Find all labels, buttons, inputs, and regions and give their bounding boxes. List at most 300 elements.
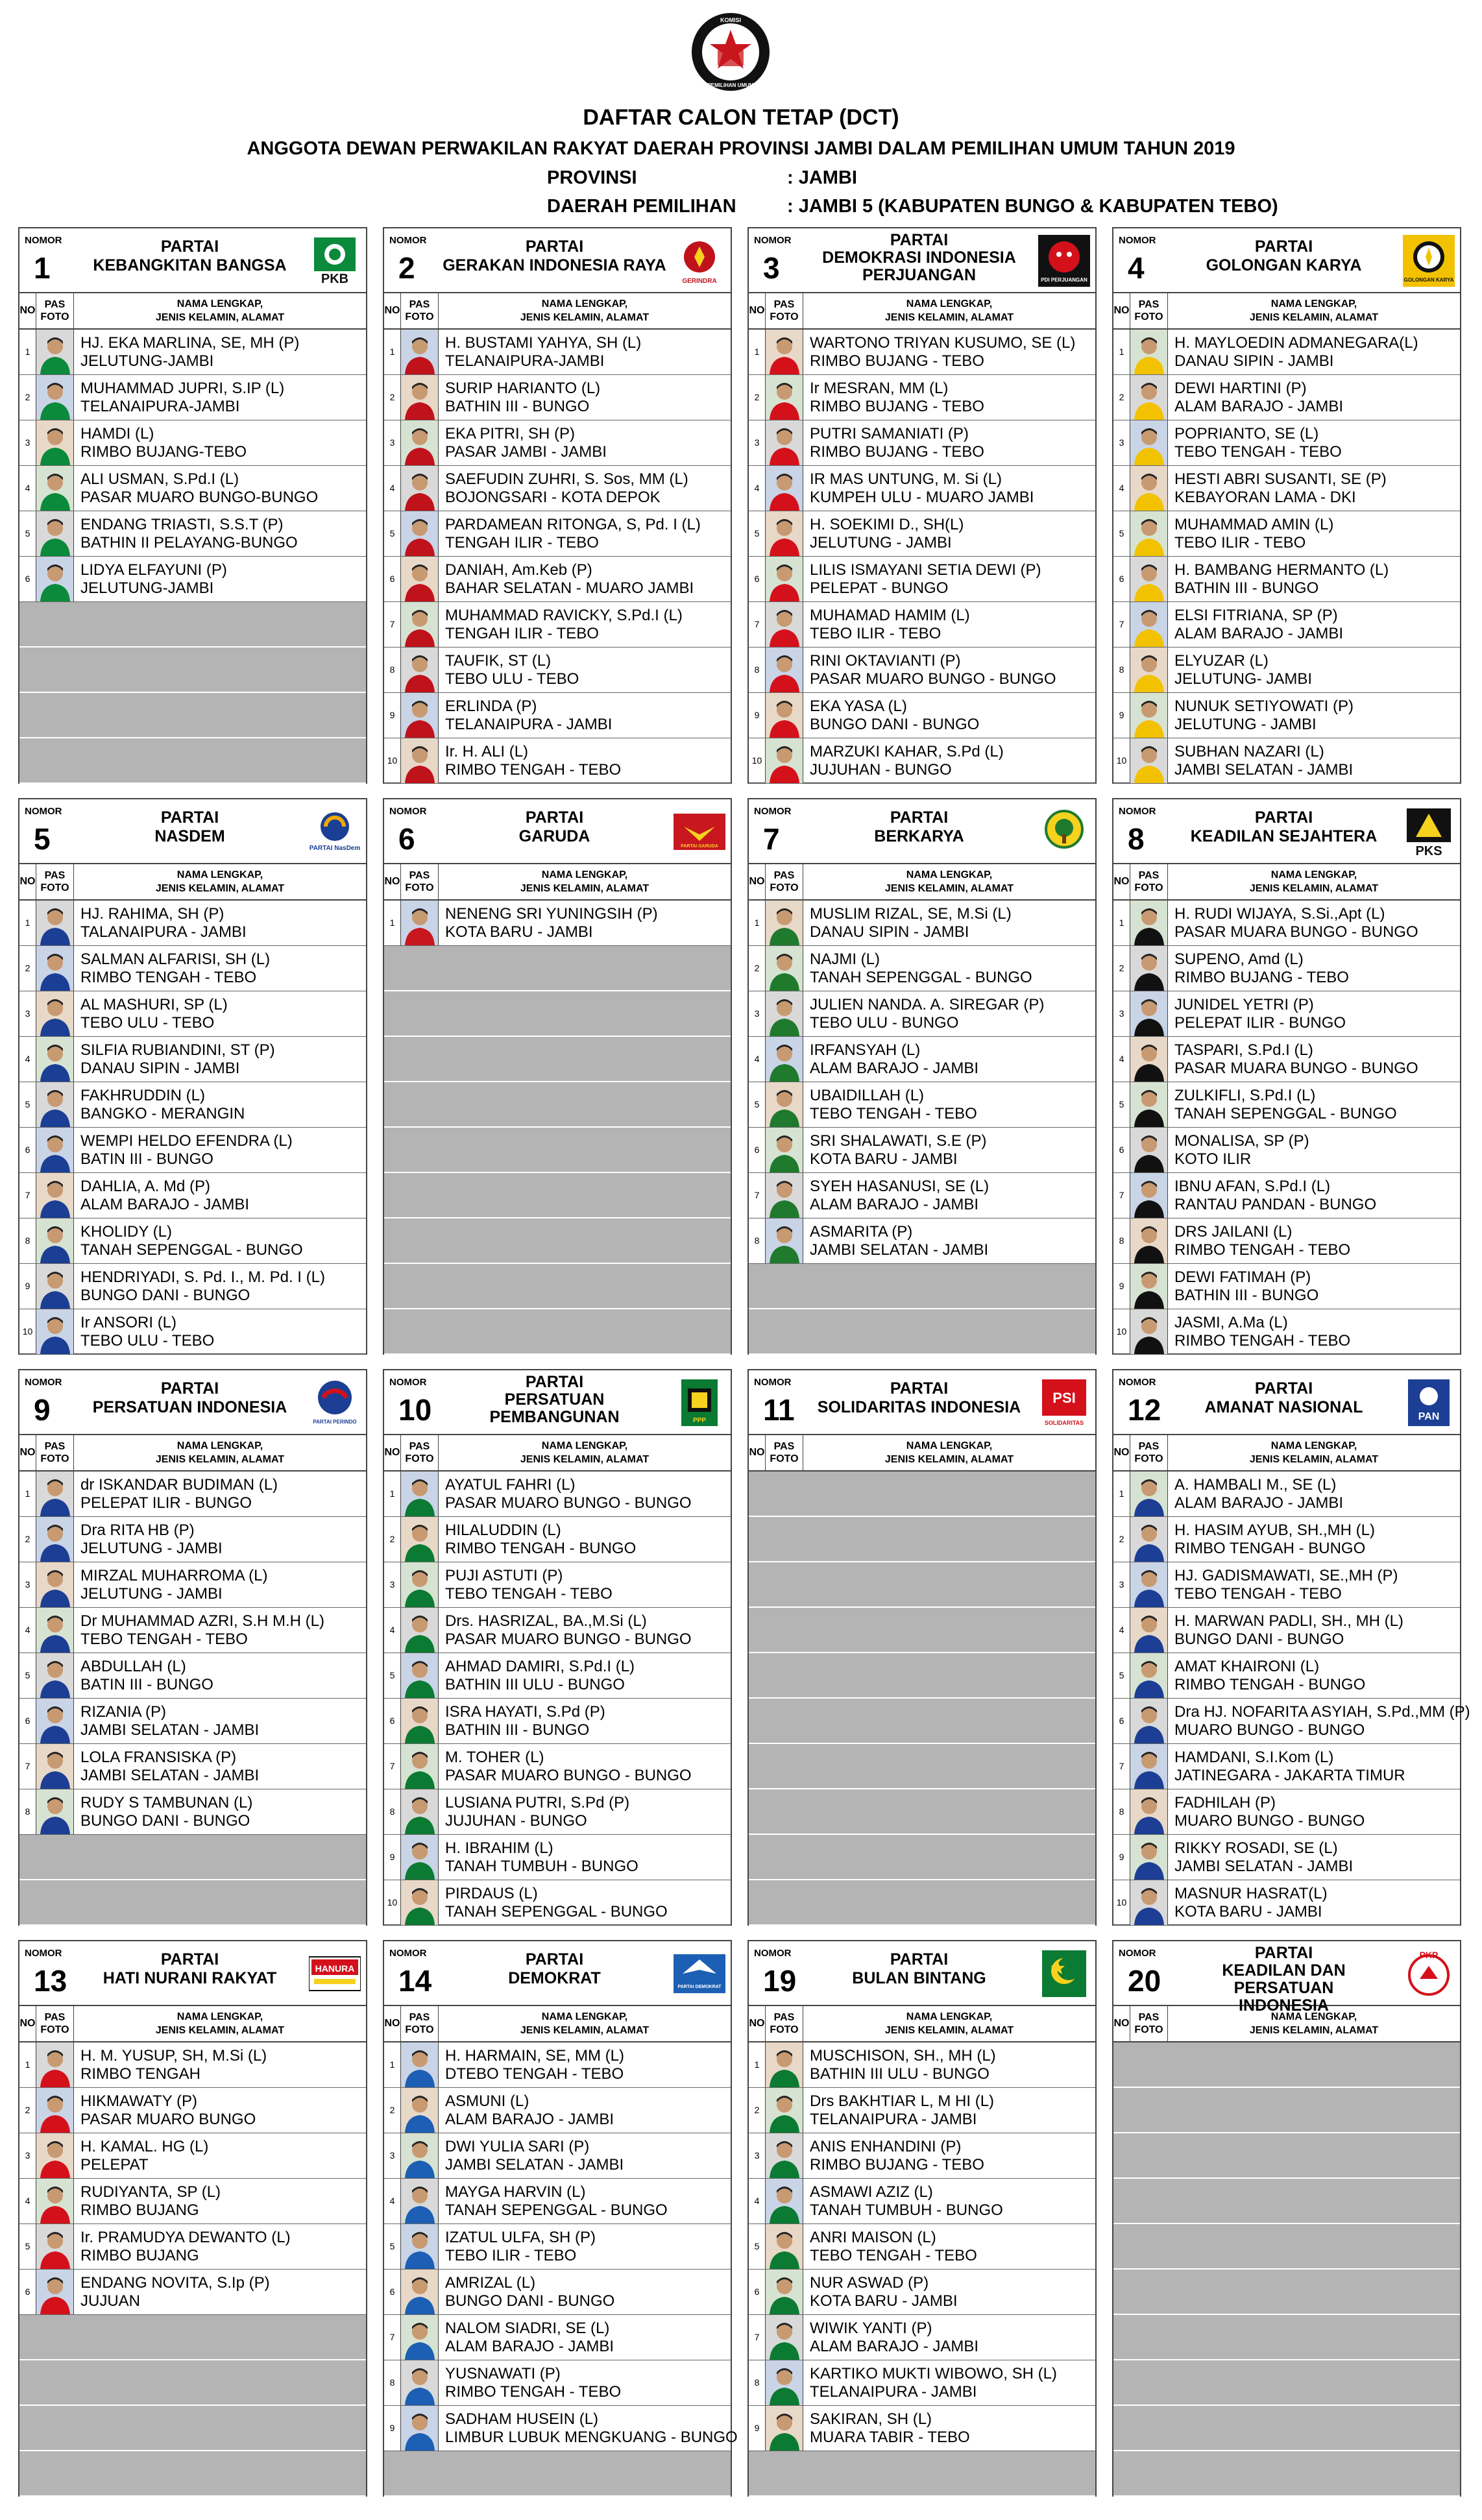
pas-foto-column-header [766, 864, 803, 899]
candidate-number: 7 [19, 1744, 36, 1789]
pas-foto-column-header [766, 1435, 803, 1470]
candidate-row [749, 2042, 1095, 2088]
candidate-info [80, 425, 363, 461]
kpu-emblem-icon [689, 10, 772, 93]
empty-row [749, 1264, 1095, 1309]
candidate-row [749, 2406, 1095, 2451]
party-header [384, 1941, 731, 2006]
party-number: 14 [398, 1964, 432, 1998]
candidate-number: 1 [384, 2042, 401, 2087]
candidate-number: 5 [749, 1082, 766, 1127]
empty-row [1113, 2224, 1460, 2270]
candidate-name: SALMAN ALFARISI, SH (L) [80, 951, 271, 968]
candidate-name: MARZUKI KAHAR, S.Pd (L) [810, 743, 1004, 760]
candidate-number: 2 [749, 375, 766, 420]
candidate-photo [766, 2406, 803, 2451]
column-headers [749, 293, 1095, 330]
candidate-info [80, 2274, 363, 2310]
candidate-photo [36, 1218, 74, 1263]
no-column-header: NO [384, 1435, 401, 1470]
partai-label: PARTAI [160, 808, 219, 827]
nomor-label: NOMOR [389, 1377, 427, 1388]
candidate-name: WARTONO TRIYAN KUSUMO, SE (L) [810, 334, 1076, 352]
candidate-row [384, 557, 731, 602]
candidate-photo [401, 511, 439, 556]
candidate-row [19, 420, 366, 466]
candidate-info [1174, 1268, 1457, 1305]
pas-label: PAS [1138, 870, 1160, 881]
candidate-row [384, 1880, 731, 1926]
candidate-photo [766, 2270, 803, 2314]
candidate-info [810, 2365, 1093, 2401]
foto-label: FOTO [1134, 1453, 1163, 1464]
candidate-photo [766, 420, 803, 465]
candidate-photo [766, 1037, 803, 1082]
candidate-row [384, 511, 731, 557]
candidate-address: PASAR MUARO BUNGO - BUNGO [810, 670, 1056, 688]
party-header [384, 799, 731, 864]
party-panel-19 [747, 1940, 1097, 2497]
column-headers [384, 293, 731, 330]
column-headers [384, 864, 731, 901]
candidate-name: H. MARWAN PADLI, SH., MH (L) [1174, 1612, 1403, 1630]
candidate-name: PUJI ASTUTI (P) [445, 1567, 563, 1584]
candidate-row [19, 2270, 366, 2315]
candidate-photo [401, 557, 439, 601]
nomor-label: NOMOR [1119, 806, 1156, 817]
candidate-photo [36, 1309, 74, 1354]
candidate-name: H. HARMAIN, SE, MM (L) [445, 2047, 625, 2065]
candidate-photo [36, 1082, 74, 1127]
foto-label: FOTO [40, 311, 69, 322]
candidate-photo [36, 466, 74, 511]
candidate-info [445, 2365, 728, 2401]
candidate-address: ALAM BARAJO - JAMBI [1174, 398, 1344, 415]
jenis-kelamin-alamat-label: JENIS KELAMIN, ALAMAT [1249, 2025, 1379, 2036]
party-number: 7 [763, 822, 780, 856]
candidate-name: SAKIRAN, SH (L) [810, 2410, 932, 2428]
empty-row [749, 1789, 1095, 1835]
candidate-info [445, 1521, 728, 1558]
candidate-number: 6 [1113, 1128, 1130, 1172]
candidate-address: BATHIN III - BUNGO [445, 1721, 590, 1739]
candidate-photo [401, 420, 439, 465]
candidate-name: A. HAMBALI M., SE (L) [1174, 1476, 1337, 1494]
candidate-address: TELANAIPURA - JAMBI [445, 716, 613, 733]
candidate-row [19, 466, 366, 511]
candidate-address: TANAH SEPENGGAL - BUNGO [1174, 1105, 1397, 1122]
candidate-number: 2 [384, 1517, 401, 1562]
candidate-row [749, 420, 1095, 466]
party-number: 19 [763, 1964, 797, 1998]
candidate-row [384, 648, 731, 693]
candidate-row [1113, 466, 1460, 511]
candidate-info [445, 652, 728, 688]
candidate-name: WEMPI HELDO EFENDRA (L) [80, 1132, 293, 1150]
candidate-row [1113, 511, 1460, 557]
candidate-name: ISRA HAYATI, S.Pd (P) [445, 1703, 605, 1721]
candidate-address: PASAR MUARO BUNGO - BUNGO [445, 1494, 692, 1512]
candidate-row [1113, 1744, 1460, 1789]
candidate-info [445, 516, 728, 552]
candidate-photo [401, 375, 439, 420]
candidate-number: 9 [749, 693, 766, 738]
pas-foto-column-header [36, 864, 74, 899]
candidate-number: 7 [1113, 602, 1130, 647]
candidate-name: RIKKY ROSADI, SE (L) [1174, 1839, 1338, 1857]
candidate-address: BUNGO DANI - BUNGO [80, 1287, 250, 1304]
no-column-header: NO [19, 1435, 36, 1470]
candidate-list [19, 2042, 366, 2497]
page-title: DAFTAR CALON TETAP (DCT) [583, 105, 899, 130]
candidate-photo [36, 1037, 74, 1082]
nama-label: NAMA LENGKAP, [176, 2011, 263, 2022]
candidate-info [80, 1476, 363, 1512]
garuda-logo-icon [674, 806, 725, 858]
candidate-info [1174, 425, 1457, 461]
no-column-header: NO [749, 293, 766, 328]
party-number: 9 [34, 1393, 51, 1427]
pas-foto-column-header [766, 293, 803, 328]
candidate-address: RANTAU PANDAN - BUNGO [1174, 1196, 1377, 1213]
candidate-info [445, 1567, 728, 1603]
candidate-info [1174, 951, 1457, 987]
party-panel-4 [1112, 227, 1461, 784]
candidate-number: 7 [1113, 1173, 1130, 1218]
candidate-row [19, 2088, 366, 2133]
candidate-info [445, 2274, 728, 2310]
provinsi-label: PROVINSI [547, 167, 637, 188]
party-name [78, 828, 302, 845]
candidate-name: RIZANIA (P) [80, 1703, 167, 1721]
candidate-photo [401, 2179, 439, 2223]
candidate-number: 7 [19, 1173, 36, 1218]
candidate-name: NUNUK SETIYOWATI (P) [1174, 697, 1354, 715]
candidate-address: JELUTUNG - JAMBI [1174, 716, 1317, 733]
candidate-row [749, 1173, 1095, 1218]
candidate-name: FAKHRUDDIN (L) [80, 1087, 206, 1104]
candidate-info [810, 2274, 1093, 2310]
candidate-row [19, 2179, 366, 2224]
candidate-address: TANAH SEPENGGAL - BUNGO [80, 1241, 303, 1259]
partai-label: PARTAI [525, 237, 584, 256]
candidate-number: 2 [19, 1517, 36, 1562]
svg-text:PARTAI PERINDO: PARTAI PERINDO [313, 1419, 357, 1425]
candidate-number: 10 [1113, 738, 1130, 783]
candidate-name: ASMUNI (L) [445, 2092, 529, 2110]
partai-label: PARTAI [1254, 808, 1313, 827]
candidate-photo [36, 557, 74, 601]
candidate-info [1174, 380, 1457, 416]
candidate-info [445, 1794, 728, 1830]
empty-row [1113, 2042, 1460, 2088]
pas-foto-column-header [401, 293, 439, 328]
candidate-address: KOTA BARU - JAMBI [1174, 1903, 1322, 1920]
jenis-kelamin-alamat-label: JENIS KELAMIN, ALAMAT [1249, 312, 1379, 323]
jenis-kelamin-alamat-label: JENIS KELAMIN, ALAMAT [155, 2025, 285, 2036]
candidate-address: ALAM BARAJO - JAMBI [810, 2338, 979, 2355]
candidate-number: 7 [384, 602, 401, 647]
candidate-address: TELANAIPURA-JAMBI [80, 398, 240, 415]
candidate-name: SURIP HARIANTO (L) [445, 380, 601, 397]
partai-label: PARTAI [525, 1950, 584, 1969]
party-panel-14 [383, 1940, 738, 2497]
nomor-label: NOMOR [25, 1948, 62, 1959]
candidate-address: TEBO ILIR - TEBO [1174, 534, 1306, 551]
candidate-row [19, 2224, 366, 2270]
candidate-list [749, 2042, 1095, 2497]
party-name-line: PEMBANGUNAN [489, 1408, 620, 1426]
partai-label: PARTAI [160, 237, 219, 256]
empty-row [384, 991, 731, 1037]
candidate-row [749, 1037, 1095, 1082]
candidate-number: 4 [749, 466, 766, 511]
nama-column-header [439, 1435, 731, 1470]
candidate-address: RIMBO TENGAH - TEBO [80, 969, 257, 986]
nama-column-header [74, 293, 366, 328]
party-name-line: NASDEM [154, 827, 225, 845]
candidate-name: MUSLIM RIZAL, SE, M.Si (L) [810, 905, 1012, 923]
candidate-row [384, 2406, 738, 2451]
jenis-kelamin-alamat-label: JENIS KELAMIN, ALAMAT [884, 1454, 1014, 1465]
candidate-info [445, 607, 728, 643]
candidate-photo [36, 1653, 74, 1698]
party-name-line: PERSATUAN [504, 1390, 605, 1409]
candidate-photo [36, 1744, 74, 1789]
candidate-row [1113, 1517, 1460, 1562]
svg-text:PSI: PSI [1052, 1390, 1076, 1406]
candidate-name: DWI YULIA SARI (P) [445, 2138, 590, 2155]
candidate-photo [766, 2360, 803, 2405]
nama-column-header [74, 2006, 366, 2041]
candidate-info [445, 2092, 728, 2129]
candidate-row [384, 1835, 731, 1880]
candidate-address: TEBO TENGAH - TEBO [810, 2247, 977, 2264]
candidate-list [749, 1472, 1095, 1926]
candidate-name: MIRZAL MUHARROMA (L) [80, 1567, 268, 1584]
party-header [1113, 1370, 1460, 1435]
nama-column-header [1168, 864, 1460, 899]
party-name [1172, 1399, 1396, 1416]
column-headers [1113, 1435, 1460, 1472]
candidate-name: EKA YASA (L) [810, 697, 907, 715]
pas-label: PAS [409, 870, 430, 881]
candidate-info [445, 425, 728, 461]
candidate-number: 1 [749, 2042, 766, 2087]
candidate-photo [36, 2270, 74, 2314]
nama-label: NAMA LENGKAP, [176, 1440, 263, 1451]
jenis-kelamin-alamat-label: JENIS KELAMIN, ALAMAT [1249, 1454, 1379, 1465]
candidate-address: BUNGO DANI - BUNGO [80, 1812, 250, 1830]
pas-label: PAS [409, 2012, 430, 2023]
candidate-photo [36, 1608, 74, 1653]
candidate-row [1113, 375, 1460, 420]
candidate-address: JELUTUNG-JAMBI [80, 352, 214, 370]
candidate-address: BATHIN II PELAYANG-BUNGO [80, 534, 298, 551]
candidate-photo [36, 946, 74, 991]
column-headers [19, 864, 366, 901]
candidate-photo [36, 1472, 74, 1516]
candidate-row [19, 901, 366, 946]
candidate-address: PASAR MUARO BUNGO - BUNGO [445, 1630, 692, 1648]
candidate-info [1174, 996, 1457, 1032]
pas-label: PAS [44, 2012, 66, 2023]
candidate-photo [401, 602, 439, 647]
candidate-photo [766, 2088, 803, 2133]
candidate-name: YUSNAWATI (P) [445, 2365, 561, 2382]
candidate-list [749, 330, 1095, 784]
nama-label: NAMA LENGKAP, [541, 1440, 628, 1451]
candidate-name: PUTRI SAMANIATI (P) [810, 425, 969, 442]
candidate-info [1174, 1658, 1457, 1694]
candidate-address: BAHAR SELATAN - MUARO JAMBI [445, 579, 694, 597]
candidate-photo [1130, 946, 1168, 991]
pas-foto-column-header [36, 1435, 74, 1470]
candidate-address: PASAR MUARO BUNGO-BUNGO [80, 489, 319, 506]
party-name-line: KEBANGKITAN BANGSA [93, 256, 287, 274]
candidate-row [1113, 1653, 1460, 1699]
candidate-name: WIWIK YANTI (P) [810, 2320, 932, 2337]
candidate-number: 3 [1113, 991, 1130, 1036]
nama-label: NAMA LENGKAP, [1270, 2011, 1357, 2022]
empty-row [19, 648, 366, 693]
candidate-row [19, 1309, 366, 1355]
empty-row [384, 1264, 731, 1309]
candidate-photo [36, 2179, 74, 2223]
candidate-address: TELANAIPURA-JAMBI [445, 352, 605, 370]
foto-label: FOTO [405, 1453, 434, 1464]
golkar-logo-icon [1403, 235, 1455, 287]
candidate-name: RUDIYANTA, SP (L) [80, 2183, 221, 2201]
candidate-photo [1130, 1309, 1168, 1354]
candidate-info [810, 334, 1093, 370]
candidate-info [810, 905, 1093, 941]
candidate-photo [1130, 1608, 1168, 1653]
candidate-photo [1130, 466, 1168, 511]
candidate-number: 9 [384, 2406, 401, 2451]
candidate-row [1113, 1562, 1460, 1608]
svg-text:PAN: PAN [1418, 1411, 1440, 1422]
candidate-number: 8 [384, 2360, 401, 2405]
candidate-row [749, 901, 1095, 946]
candidate-name: HAMDANI, S.I.Kom (L) [1174, 1749, 1334, 1766]
candidate-photo [1130, 1264, 1168, 1309]
nama-label: NAMA LENGKAP, [176, 869, 263, 880]
candidate-row [749, 602, 1095, 648]
empty-row [1113, 2133, 1460, 2179]
column-headers [19, 293, 366, 330]
dapil-value: : JAMBI 5 (KABUPATEN BUNGO & KABUPATEN TEBO) [787, 196, 1278, 217]
candidate-list [1113, 901, 1460, 1355]
foto-label: FOTO [405, 311, 434, 322]
nomor-label: NOMOR [754, 806, 792, 817]
candidate-photo [766, 2179, 803, 2223]
party-number: 11 [763, 1393, 795, 1427]
psi-logo-icon [1038, 1377, 1090, 1429]
nama-column-header [74, 1435, 366, 1470]
candidate-number: 1 [19, 901, 36, 945]
candidate-address: TEBO ULU - TEBO [80, 1332, 215, 1350]
candidate-address: MUARA TABIR - TEBO [810, 2429, 970, 2446]
party-header [384, 1370, 731, 1435]
candidate-address: TEBO ULU - TEBO [445, 670, 579, 688]
candidate-number: 6 [19, 557, 36, 601]
candidate-address: TELANAIPURA - JAMBI [810, 2383, 977, 2401]
candidate-number: 4 [384, 1608, 401, 1653]
jenis-kelamin-alamat-label: JENIS KELAMIN, ALAMAT [520, 883, 650, 894]
candidate-info [810, 1178, 1093, 1214]
gerindra-logo-icon [674, 235, 725, 287]
party-name [807, 828, 1031, 845]
nama-label: NAMA LENGKAP, [906, 869, 993, 880]
candidate-photo [401, 1517, 439, 1562]
nama-column-header [439, 293, 731, 328]
no-column-header: NO [749, 864, 766, 899]
candidate-address: RIMBO TENGAH - TEBO [1174, 1332, 1351, 1350]
empty-row [19, 1880, 366, 1926]
candidate-address: RIMBO BUJANG [80, 2201, 199, 2219]
candidate-photo [36, 2224, 74, 2269]
candidate-name: DANIAH, Am.Keb (P) [445, 561, 592, 579]
empty-row [1113, 2315, 1460, 2360]
pas-foto-column-header [36, 2006, 74, 2041]
candidate-photo [1130, 330, 1168, 374]
candidate-address: TANAH SEPENGGAL - BUNGO [445, 2201, 668, 2219]
candidate-number: 6 [749, 1128, 766, 1172]
party-panel-3 [747, 227, 1097, 784]
party-name [1172, 257, 1396, 274]
pas-label: PAS [44, 299, 66, 310]
party-header [749, 1370, 1095, 1435]
candidate-name: Ir. PRAMUDYA DEWANTO (L) [80, 2229, 291, 2246]
candidate-row [19, 330, 366, 375]
candidate-address: BATIN III - BUNGO [80, 1676, 213, 1693]
candidate-photo [1130, 991, 1168, 1036]
party-number: 5 [34, 822, 51, 856]
candidate-address: PASAR JAMBI - JAMBI [445, 443, 607, 461]
candidate-name: NALOM SIADRI, SE (L) [445, 2320, 610, 2337]
partai-label: PARTAI [890, 1379, 949, 1398]
party-number: 6 [398, 822, 415, 856]
candidate-name: H. M. YUSUP, SH, M.Si (L) [80, 2047, 267, 2065]
party-name [807, 1399, 1031, 1416]
candidate-number: 5 [1113, 1653, 1130, 1698]
candidate-address: RIMBO BUJANG-TEBO [80, 443, 247, 461]
candidate-photo [1130, 557, 1168, 601]
candidate-info [810, 743, 1093, 779]
candidate-info [445, 470, 728, 507]
candidate-row [19, 2133, 366, 2179]
candidate-row [19, 1037, 366, 1082]
candidate-info [810, 2092, 1093, 2129]
party-panel-13 [18, 1940, 367, 2497]
partai-label: PARTAI [525, 1373, 584, 1391]
candidate-info [80, 1521, 363, 1558]
candidate-address: JAMBI SELATAN - JAMBI [80, 1721, 260, 1739]
candidate-photo [766, 602, 803, 647]
candidate-number: 1 [749, 901, 766, 945]
candidate-number: 2 [749, 2088, 766, 2133]
candidate-info [810, 996, 1093, 1032]
candidate-row [749, 375, 1095, 420]
candidate-name: H. HASIM AYUB, SH.,MH (L) [1174, 1521, 1375, 1539]
party-number: 2 [398, 251, 415, 285]
candidate-address: ALAM BARAJO - JAMBI [1174, 625, 1344, 642]
candidate-row [1113, 991, 1460, 1037]
candidate-info [445, 561, 728, 598]
party-header [749, 228, 1095, 293]
candidate-number: 3 [19, 1562, 36, 1607]
